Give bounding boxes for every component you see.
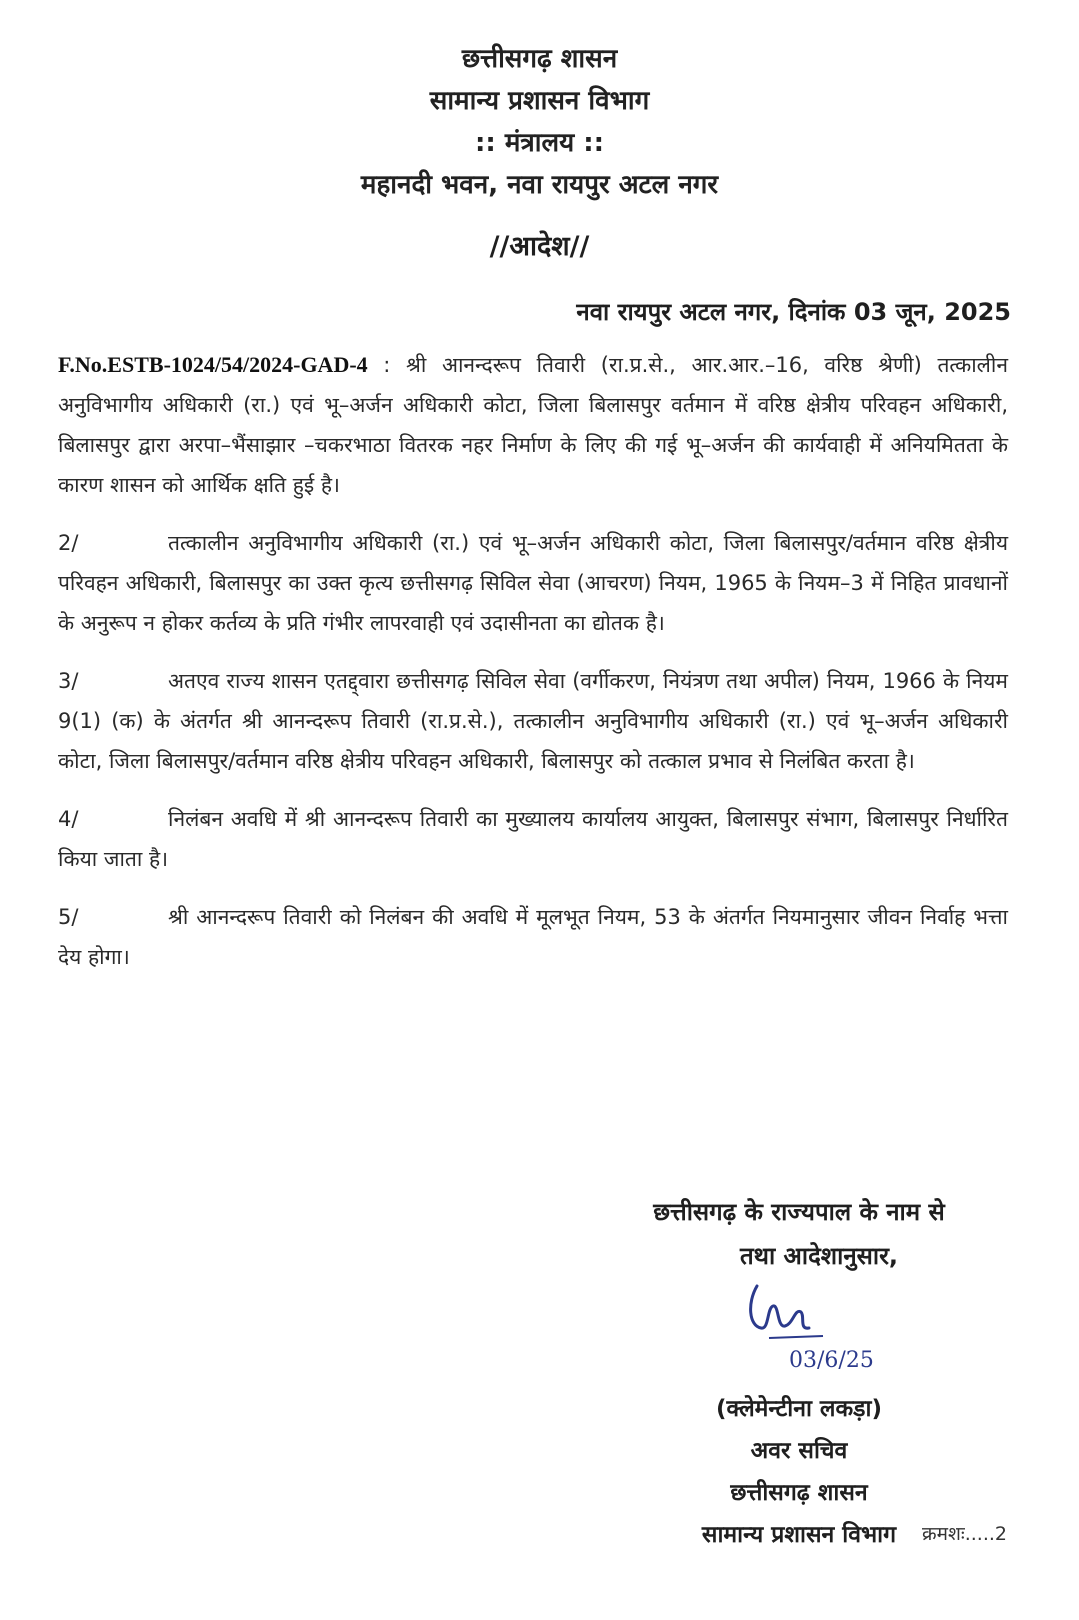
paragraph-3-text: अतएव राज्य शासन एतद्द्वारा छत्तीसगढ़ सिविल सेवा (वर्गीकरण, नियंत्रण तथा अपील) नियम, 1966 के नियम 9(1) (क) के अंतर्गत श्री आनन्दरूप तिवारी (रा.प्र.से.), तत्कालीन अनुविभागीय अधिकारी (रा.) एवं भू–अर्जन अधिकारी कोटा, जिला बिलासपुर/वर्तमान वरिष्ठ क्षेत्रीय परिवहन अधिकारी, बिलासपुर को तत्काल प्रभाव से निलंबित करता है। <box>58 669 1008 773</box>
continued-marker: क्रमशः.....2 <box>922 1523 1007 1545</box>
handwritten-signature <box>589 1278 1009 1388</box>
paragraph-number: 5/ <box>58 905 79 929</box>
paragraph-4-text: निलंबन अवधि में श्री आनन्दरूप तिवारी का मुख्यालय कार्यालय आयुक्त, बिलासपुर संभाग, बिलासपुर निर्धारित किया जाता है। <box>58 807 1008 871</box>
paragraph-3 <box>58 661 1008 781</box>
paragraph-5 <box>58 897 1008 977</box>
signature-block <box>589 1190 1009 1556</box>
file-number: F.No.ESTB-1024/54/2024-GAD-4 <box>58 352 368 377</box>
by-order-line: तथा आदेशानुसार, <box>739 1242 899 1270</box>
office-address: महानदी भवन, नवा रायपुर अटल नगर <box>360 170 719 200</box>
signature-date: 03/6/25 <box>789 1348 874 1373</box>
secretariat-label: :: मंत्रालय :: <box>474 128 605 158</box>
paragraph-number: 4/ <box>58 807 79 831</box>
on-behalf-line: छत्तीसगढ़ के राज्यपाल के नाम से <box>653 1198 945 1226</box>
signatory-designation: अवर सचिव <box>750 1438 848 1464</box>
signature-scribble <box>739 1278 829 1348</box>
paragraph-4 <box>58 799 1008 879</box>
govt-name: छत्तीसगढ़ शासन <box>461 44 618 74</box>
paragraph-2-text: तत्कालीन अनुविभागीय अधिकारी (रा.) एवं भू–अर्जन अधिकारी कोटा, जिला बिलासपुर/वर्तमान वरिष्ठ क्षेत्रीय परिवहन अधिकारी, बिलासपुर का उक्त कृत्य छत्तीसगढ़ सिविल सेवा (आचरण) नियम, 1965 के नियम–3 में निहित प्रावधानों के अनुरूप न होकर कर्तव्य के प्रति गंभीर लापरवाही एवं उदासीनता का द्योतक है। <box>58 531 1008 635</box>
paragraph-5-text: श्री आनन्दरूप तिवारी को निलंबन की अवधि में मूलभूत नियम, 53 के अंतर्गत नियमानुसार जीवन निर्वाह भत्ता देय होगा। <box>58 905 1008 969</box>
paragraph-number: 2/ <box>58 531 79 555</box>
paragraph-1 <box>58 345 1008 505</box>
letterhead <box>0 38 1079 206</box>
signatory-government: छत्तीसगढ़ शासन <box>730 1480 868 1506</box>
dateline: नवा रायपुर अटल नगर, दिनांक 03 जून, 2025 <box>576 298 1011 326</box>
signatory-name: (क्लेमेन्टीना लकड़ा) <box>716 1396 882 1422</box>
order-title: //आदेश// <box>489 231 590 262</box>
paragraph-2 <box>58 523 1008 643</box>
order-body <box>58 345 1008 995</box>
paragraph-1-text: : श्री आनन्दरूप तिवारी (रा.प्र.से., आर.आर.–16, वरिष्ठ श्रेणी) तत्कालीन अनुविभागीय अधिकारी (रा.) एवं भू–अर्जन अधिकारी कोटा, जिला बिलासपुर वर्तमान में वरिष्ठ क्षेत्रीय परिवहन अधिकारी, बिलासपुर द्वारा अरपा–भैंसाझार –चकरभाठा वितरक नहर निर्माण के लिए की गई भू–अर्जन की कार्यवाही में अनियमितता के कारण शासन को आर्थिक क्षति हुई है। <box>58 353 1008 497</box>
department-name: सामान्य प्रशासन विभाग <box>429 86 650 116</box>
paragraph-number: 3/ <box>58 669 79 693</box>
signatory-department: सामान्य प्रशासन विभाग <box>701 1522 897 1548</box>
